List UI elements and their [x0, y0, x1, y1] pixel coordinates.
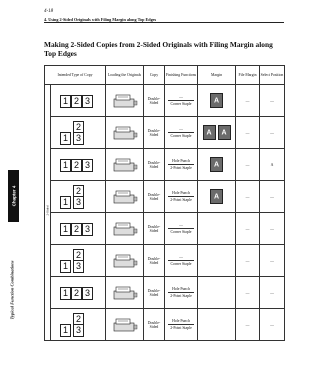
margin-cell [198, 149, 236, 181]
finishing-function: Hole Punch [172, 158, 190, 163]
document-pages-illustration [51, 309, 105, 340]
finishing-cell [165, 309, 198, 341]
output-sheet-letter: A [213, 193, 220, 200]
function-table [44, 65, 285, 341]
page-title: Making 2-Sided Copies from 2-Sided Originals with Filing Margin along Top Edges [44, 40, 273, 58]
loading-originals-cell [106, 213, 144, 245]
page-sheet: 1 [60, 95, 71, 108]
finishing-function: Hole Punch [172, 190, 190, 195]
file-margin-cell: — [236, 213, 260, 245]
finishing-function: — [179, 126, 183, 131]
finishing-cell [165, 245, 198, 277]
document-pages-illustration [51, 85, 105, 116]
document-pages-illustration [51, 117, 105, 148]
finishing-cell [165, 181, 198, 213]
page-sheet: 3 [73, 196, 84, 209]
finishing-cell [165, 85, 198, 117]
file-margin-cell: — [236, 309, 260, 341]
copy-mode-cell: Double-Sided [144, 117, 165, 149]
intended-copy-cell [51, 85, 106, 117]
file-margin-cell: — [236, 85, 260, 117]
file-margin-cell: — [236, 245, 260, 277]
chapter-tab [8, 170, 19, 222]
finishing-function: — [179, 254, 183, 259]
select-position-cell: — [260, 85, 285, 117]
page-sheet: 3 [82, 287, 93, 300]
document-pages-illustration [51, 245, 105, 276]
header-rule [44, 22, 284, 23]
select-position-cell: — [260, 309, 285, 341]
finishing-function: 2-Point Staple [168, 196, 194, 202]
table-header-row [45, 66, 285, 85]
output-sheet-icon [218, 125, 231, 140]
page-sheet: 2 [71, 95, 82, 108]
page-sheet: 1 [60, 132, 71, 145]
page-sheet: 3 [82, 159, 93, 172]
finishing-cell [165, 149, 198, 181]
margin-cell [198, 213, 236, 245]
output-sheets [198, 157, 235, 172]
table-row [45, 309, 285, 341]
intended-copy-cell [51, 309, 106, 341]
page-sheet: 3 [73, 132, 84, 145]
page-sheet: 2 [73, 121, 84, 134]
copy-mode-cell: Double-Sided [144, 181, 165, 213]
page-sheet: 2 [73, 249, 84, 262]
document-pages-illustration [51, 181, 105, 212]
output-sheet-icon [210, 157, 223, 172]
page-number: 4-18 [44, 9, 54, 14]
copy-mode-cell: Double-Sided [144, 245, 165, 277]
output-sheet-letter: A [213, 97, 220, 104]
page-sheet: 1 [60, 287, 71, 300]
finishing-cell [165, 213, 198, 245]
copy-mode-cell: Double-Sided [144, 277, 165, 309]
copier-icon [112, 317, 138, 333]
intended-copy-cell [51, 181, 106, 213]
page-sheet: 2 [73, 185, 84, 198]
page-sheet: 3 [73, 324, 84, 337]
margin-cell [198, 277, 236, 309]
intended-copy-cell [51, 245, 106, 277]
finishing-function: 2-Point Staple [168, 292, 194, 298]
loading-originals-cell [106, 245, 144, 277]
finishing-function: — [179, 94, 183, 99]
running-head: 4. Using 2-Sided Originals with Filing Margin along Top Edges [44, 17, 157, 22]
table-row [45, 245, 285, 277]
original-type-label [45, 85, 51, 341]
file-margin-cell: — [236, 277, 260, 309]
col-margin: Margin [198, 66, 236, 85]
file-margin-cell: — [236, 149, 260, 181]
select-position-cell: — [260, 245, 285, 277]
select-position-cell: — [260, 277, 285, 309]
loading-originals-cell [106, 309, 144, 341]
intended-copy-cell [51, 149, 106, 181]
select-position-cell: — [260, 213, 285, 245]
copier-icon [112, 157, 138, 173]
output-sheet-letter: A [221, 129, 227, 136]
loading-originals-cell [106, 277, 144, 309]
copy-mode-cell: Double-Sided [144, 149, 165, 181]
page-sheet: 2 [73, 313, 84, 326]
col-copy: Copy [144, 66, 165, 85]
intended-copy-cell [51, 277, 106, 309]
col-finishing: Finishing Functions [165, 66, 198, 85]
output-sheets [198, 189, 235, 204]
page-sheet: 3 [82, 223, 93, 236]
finishing-function: — [179, 222, 183, 227]
intended-copy-cell [51, 117, 106, 149]
chapter-tab-label: Chapter 4 [11, 185, 16, 207]
intended-copy-cell [51, 213, 106, 245]
page-sheet: 1 [60, 196, 71, 209]
page-sheet: 2 [71, 159, 82, 172]
page-sheet: 1 [60, 260, 71, 273]
finishing-function: Hole Punch [172, 318, 190, 323]
page-sheet: 3 [82, 95, 93, 108]
document-pages-illustration [51, 149, 105, 180]
document-pages-illustration [51, 277, 105, 308]
output-sheets [198, 125, 235, 140]
select-position-cell: — [260, 117, 285, 149]
table-body [45, 85, 285, 341]
file-margin-cell: — [236, 181, 260, 213]
output-sheets [198, 93, 235, 108]
page-sheet: 1 [60, 223, 71, 236]
finishing-function: Corner Staple [168, 100, 194, 106]
finishing-cell [165, 117, 198, 149]
file-margin-cell: — [236, 117, 260, 149]
output-sheet-icon [210, 93, 223, 108]
output-sheet-icon [210, 189, 223, 204]
finishing-function: 2-Point Staple [168, 324, 194, 330]
page-sheet: 2 [71, 287, 82, 300]
finishing-function: 2-Point Staple [168, 164, 194, 170]
output-sheet-letter: A [213, 161, 220, 168]
loading-originals-cell [106, 85, 144, 117]
finishing-function: Corner Staple [168, 132, 194, 138]
table-row [45, 277, 285, 309]
finishing-function: Hole Punch [172, 286, 190, 291]
copy-mode-cell: Double-Sided [144, 213, 165, 245]
copier-icon [112, 125, 138, 141]
copier-icon [112, 285, 138, 301]
finishing-cell [165, 277, 198, 309]
table-row [45, 181, 285, 213]
document-pages-illustration [51, 213, 105, 244]
col-intended: Intended Type of Copy [45, 66, 106, 85]
output-sheet-icon [203, 125, 216, 140]
copier-icon [112, 253, 138, 269]
copier-icon [112, 93, 138, 109]
table-row [45, 85, 285, 117]
col-loading: Loading the Originals [106, 66, 144, 85]
copy-mode-cell: Double-Sided [144, 85, 165, 117]
margin-cell [198, 85, 236, 117]
select-position-cell: — [260, 181, 285, 213]
loading-originals-cell [106, 117, 144, 149]
copier-icon [112, 221, 138, 237]
table-row [45, 213, 285, 245]
side-section-title: Typical Function Combinations [9, 260, 15, 320]
loading-originals-cell [106, 181, 144, 213]
finishing-function: Corner Staple [168, 228, 194, 234]
page-sheet: 2 [71, 223, 82, 236]
margin-cell [198, 181, 236, 213]
margin-cell [198, 309, 236, 341]
original-type-text: 2-Sided [45, 205, 50, 215]
page-sheet: 1 [60, 324, 71, 337]
finishing-function: Corner Staple [168, 260, 194, 266]
output-sheet-letter: A [206, 129, 212, 136]
copier-icon [112, 189, 138, 205]
margin-cell [198, 117, 236, 149]
table-row [45, 149, 285, 181]
loading-originals-cell [106, 149, 144, 181]
copy-mode-cell: Double-Sided [144, 309, 165, 341]
table-row [45, 117, 285, 149]
col-file-margin: File Margin [236, 66, 260, 85]
page-sheet: 1 [60, 159, 71, 172]
margin-cell [198, 245, 236, 277]
col-select-position: Select Position [260, 66, 285, 85]
page-sheet: 3 [73, 260, 84, 273]
select-position-cell: A [260, 149, 285, 181]
